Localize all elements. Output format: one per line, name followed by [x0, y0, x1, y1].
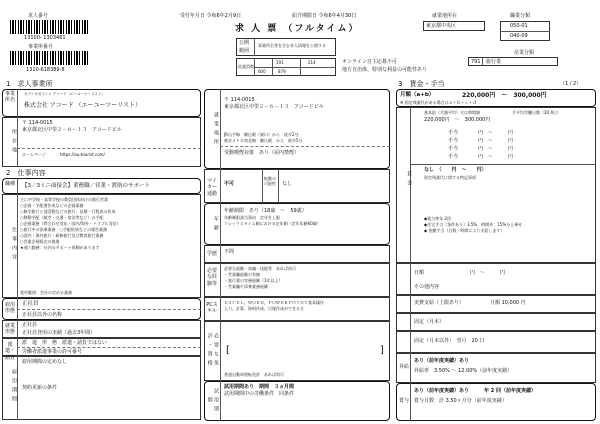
dispatch-permit: 労働者派遣事業の許可番号 — [22, 349, 83, 355]
range-label: 範囲 — [239, 48, 250, 54]
age-note: フレックスタイム制における定年制（定年年齢60歳） — [224, 221, 321, 226]
license-label: 必要な免許・資格 — [206, 333, 219, 369]
fixed-overtime-note: 固定残業代に関する特記事項 — [424, 175, 476, 180]
experience-line: ・旅行業の実務経験（1年以上） — [224, 278, 283, 283]
bonus-label: 賞与 — [398, 398, 409, 404]
online-note: オンライン自主応募不可 — [342, 59, 397, 65]
allowance-line: 手当 円 ～ 円 — [448, 138, 514, 144]
job-desc-line: ○企画業務（問合わせ対応・国内/海外・トラブル対応） — [20, 221, 121, 226]
period-value: 雇用期間の定めなし — [22, 359, 68, 365]
base-wage-label: 基本給（月額平均）又は時間額 — [424, 110, 480, 115]
office-number: 1310-618389-8 — [26, 67, 65, 73]
actual-value: 月額 10,000 円 — [490, 300, 526, 306]
age-label: 年齢 — [213, 215, 219, 234]
pc-skill-label: PCスキル — [206, 302, 218, 315]
public-desc: 事業所名等を含む求人情報を公開する — [258, 43, 326, 48]
dispatch-value: 派 遣 形 態 派遣・請負ではない — [22, 340, 108, 346]
license-note: 普通自動車運転免許 あれば尚可 — [224, 372, 284, 377]
wage-note-line: ◆ 皆勤手当（日数・時間により支給します） — [424, 228, 505, 233]
trial-condition: 契約更新の条件 — [22, 385, 58, 391]
job-class-2: 040-09 — [510, 33, 528, 39]
raise-value: あり（前年度実績）あり — [414, 358, 470, 364]
company-label: 事業所名 — [4, 91, 15, 104]
wage-note: ※ 固定残業代がある場合はａ＋ｂ＋ｃ＋ｄ — [400, 100, 477, 105]
age-reason: 年齢制限該当事由 定年を上限 — [224, 215, 280, 220]
license-bracket: ] — [380, 345, 384, 356]
trial-value: 試用期間あり 期間 ３ヵ月間 — [224, 384, 295, 390]
hire-label: 就業形態 — [4, 323, 15, 336]
base-hours: 月平均労働日数（20.4日） — [512, 110, 561, 115]
job-desc-line: ★週六勤務：社内のサポート体制があります — [20, 245, 100, 250]
transfer-label: 転勤の可能性 — [264, 176, 276, 186]
smoking-policy: 受動喫煙対策 あり（屋内禁煙） — [224, 150, 300, 156]
job-desc-line: 主に中学校・高等学校の教員団体向けの旅行営業 — [20, 197, 108, 202]
bonus-value: あり（前年度実績）あり 年 2 回（前年度実績） — [414, 388, 536, 394]
region-note: 地方自治体、特別な利益の可能性あり — [342, 67, 428, 73]
address: 東京都北区中里２－６－１３ アコードビル — [22, 127, 122, 133]
office-location-label: 就業地所在 — [432, 13, 458, 19]
wage-value: 220,000円 ～ 300,000円 — [462, 92, 547, 99]
job-desc-line: ○営業企画販売の推進 — [20, 239, 60, 244]
company-name: 株式会社 アコード （エーユーツーリスト） — [24, 102, 142, 109]
section-3-title: 3 賃金・手当 — [398, 80, 445, 88]
workplace-label: 就業場所 — [213, 112, 219, 148]
bonus-amount: 賞与月数 計 3.50ヶ月分（前年度実績） — [414, 398, 507, 404]
wage-label: 月額（a+b） — [400, 92, 435, 98]
period-label: 雇用期間 — [11, 369, 17, 405]
allowance-line: 手当 円 ～ 円 — [448, 146, 514, 152]
raise-label: 昇給 — [398, 364, 409, 370]
allowance-line: 手当 円 ～ 円 — [448, 154, 514, 160]
education-value: 不問 — [224, 249, 235, 255]
access-line: 東京メトロ南北線 駒込駅 から 徒歩5分 — [224, 138, 303, 143]
company-kana: カブシキガイシャ アコード（エーユーツーリスト） — [24, 92, 105, 96]
education-label: 学歴 — [206, 251, 217, 257]
experience-line: ・営業職や添乗業務経験 — [224, 284, 268, 289]
job-desc-line: ○修学旅行と部活動などの旅行、見積・行程表の作成 — [20, 209, 116, 214]
industry-label: 産業分類 — [514, 50, 535, 56]
raise-amount: 昇給率 3.50% ～ 12.00%（前年度実績） — [414, 368, 513, 374]
daily-value: 円 ～ 円 — [470, 270, 506, 276]
office-number-label: 事業所番号 — [28, 44, 54, 50]
experience-line: ・営業職経験の有無 — [224, 272, 260, 277]
pc-skill-value: ＥＸＣＥＬ，ＷＯＲＤ，ＰＯＷＥＲＰＯＩＮＴ基本操作 — [224, 300, 324, 305]
transfer-value: なし — [282, 181, 293, 187]
office-barcode — [10, 51, 88, 65]
wage-detail-label: 賃金 — [406, 171, 412, 189]
experience-label: 必要な経験等 — [206, 268, 217, 287]
employment-form: 正社員 — [22, 301, 39, 307]
office-location: 東京都中央区 — [426, 23, 457, 29]
wage-note-line: ◆賞与率年 2回 — [424, 216, 451, 221]
received-date: 受付年月日 令和6年2月9日 — [180, 13, 242, 19]
daily-label: 日額 — [414, 270, 425, 276]
industry-code: 791 — [471, 59, 481, 65]
experience-line: 必要な経験・知識・技能等 あれば尚可 — [224, 266, 296, 271]
job-desc-label: 仕事内容 — [11, 227, 17, 263]
trial-condition-value: 試用期間中の労働条件 同条件 — [224, 391, 295, 397]
public-label: 公開 — [239, 40, 250, 46]
wage-note-line: ◆住宅手当（条件あり）3.5%、時間外：15%分上乗せ — [424, 222, 523, 227]
homepage-label: ホームページ — [22, 152, 46, 157]
job-class-1: 050-01 — [510, 23, 528, 29]
trial-label: 試用期間 — [206, 387, 219, 415]
homepage-link[interactable]: https://au-tourist.com/ — [60, 152, 105, 157]
workplace-address: 東京都北区中里２－６－１３ アコードビル — [224, 104, 324, 110]
car-value: 不可 — [224, 181, 235, 187]
employees-count: 214 — [308, 60, 316, 65]
job-desc-line: ○企画・手配書作成などの企画業務 — [20, 203, 84, 208]
ticket-number: 13100- 1303461 — [24, 35, 66, 41]
ticket-barcode — [10, 20, 88, 34]
intro-period: 紹介期限日 令和6年4月30日 — [292, 13, 357, 19]
job-title: 【3／3ミニ面接会】業務職／営業・渡航のサポート — [22, 183, 151, 189]
job-title-label: 職種 — [4, 181, 15, 187]
actual-label: 実費支給（上限あり） — [414, 300, 465, 306]
hire-note: 正社員登用の実績（過去3年間） — [22, 330, 96, 336]
page-indicator: （1 / 2） — [560, 81, 582, 87]
job-class-label: 職業分類 — [510, 13, 531, 19]
industry-name: 旅行業 — [486, 59, 502, 65]
employment-form-label: 雇用形態 — [4, 302, 15, 315]
page-title: 求 人 票 （フルタイム） — [235, 24, 360, 34]
pc-skill-value-2: 入力、計算、資料作成、日報作成ができる方 — [224, 306, 304, 311]
dispatch-label: 派遣・請負 — [4, 342, 15, 361]
address-label: 所在地 — [11, 128, 17, 156]
section-1-title: 1 求人事業所 — [6, 80, 53, 88]
hire-value: 正社員 — [22, 322, 38, 328]
employees-count: 191 — [276, 60, 284, 65]
allowance-line: 手当 円 ～ 円 — [448, 130, 514, 136]
access-line: JR山手線 駒込駅（東口）から 徒歩2分 — [224, 132, 299, 137]
other-label: その他内容 — [414, 284, 440, 290]
section-2-title: 2 仕事内容 — [6, 169, 46, 177]
base-wage-value: 220,000円 ～ 300,000円 — [424, 117, 491, 123]
ticket-label: 求人番号 — [28, 13, 49, 19]
job-desc-line: ○移動手配（航空・交通・宿泊等など）の手配 — [20, 215, 104, 220]
license-bracket: [ — [226, 345, 230, 356]
job-desc-line: ○国内・海外旅行・研修旅行及び教育旅行業務 — [20, 233, 104, 238]
payday-value: 固定（月末以外） 翌月 20 日 — [414, 338, 485, 344]
cutoff-value: 固定（月末） — [414, 319, 445, 325]
job-desc-line: ○旅行中の添乗業務 ○手配結果などの報告業務 — [20, 227, 107, 232]
employees-count: 879 — [278, 69, 286, 74]
employment-sub: 正社員以外の名称 — [22, 312, 63, 318]
address-zip: 〒 114-0015 — [22, 120, 53, 126]
workplace-zip: 〒 114-0015 — [224, 97, 255, 103]
employees-count: 600 — [258, 69, 266, 74]
employees-label: 従業員数 — [238, 64, 254, 69]
change-scope: 変更範囲：会社の定める業務 — [20, 290, 72, 295]
age-limit: 年齢制限 あり（18歳 ～ 59歳） — [224, 208, 307, 214]
car-label: マイカー通勤 — [206, 178, 217, 197]
fixed-overtime: なし （ 円 ～ 円） — [424, 167, 487, 173]
